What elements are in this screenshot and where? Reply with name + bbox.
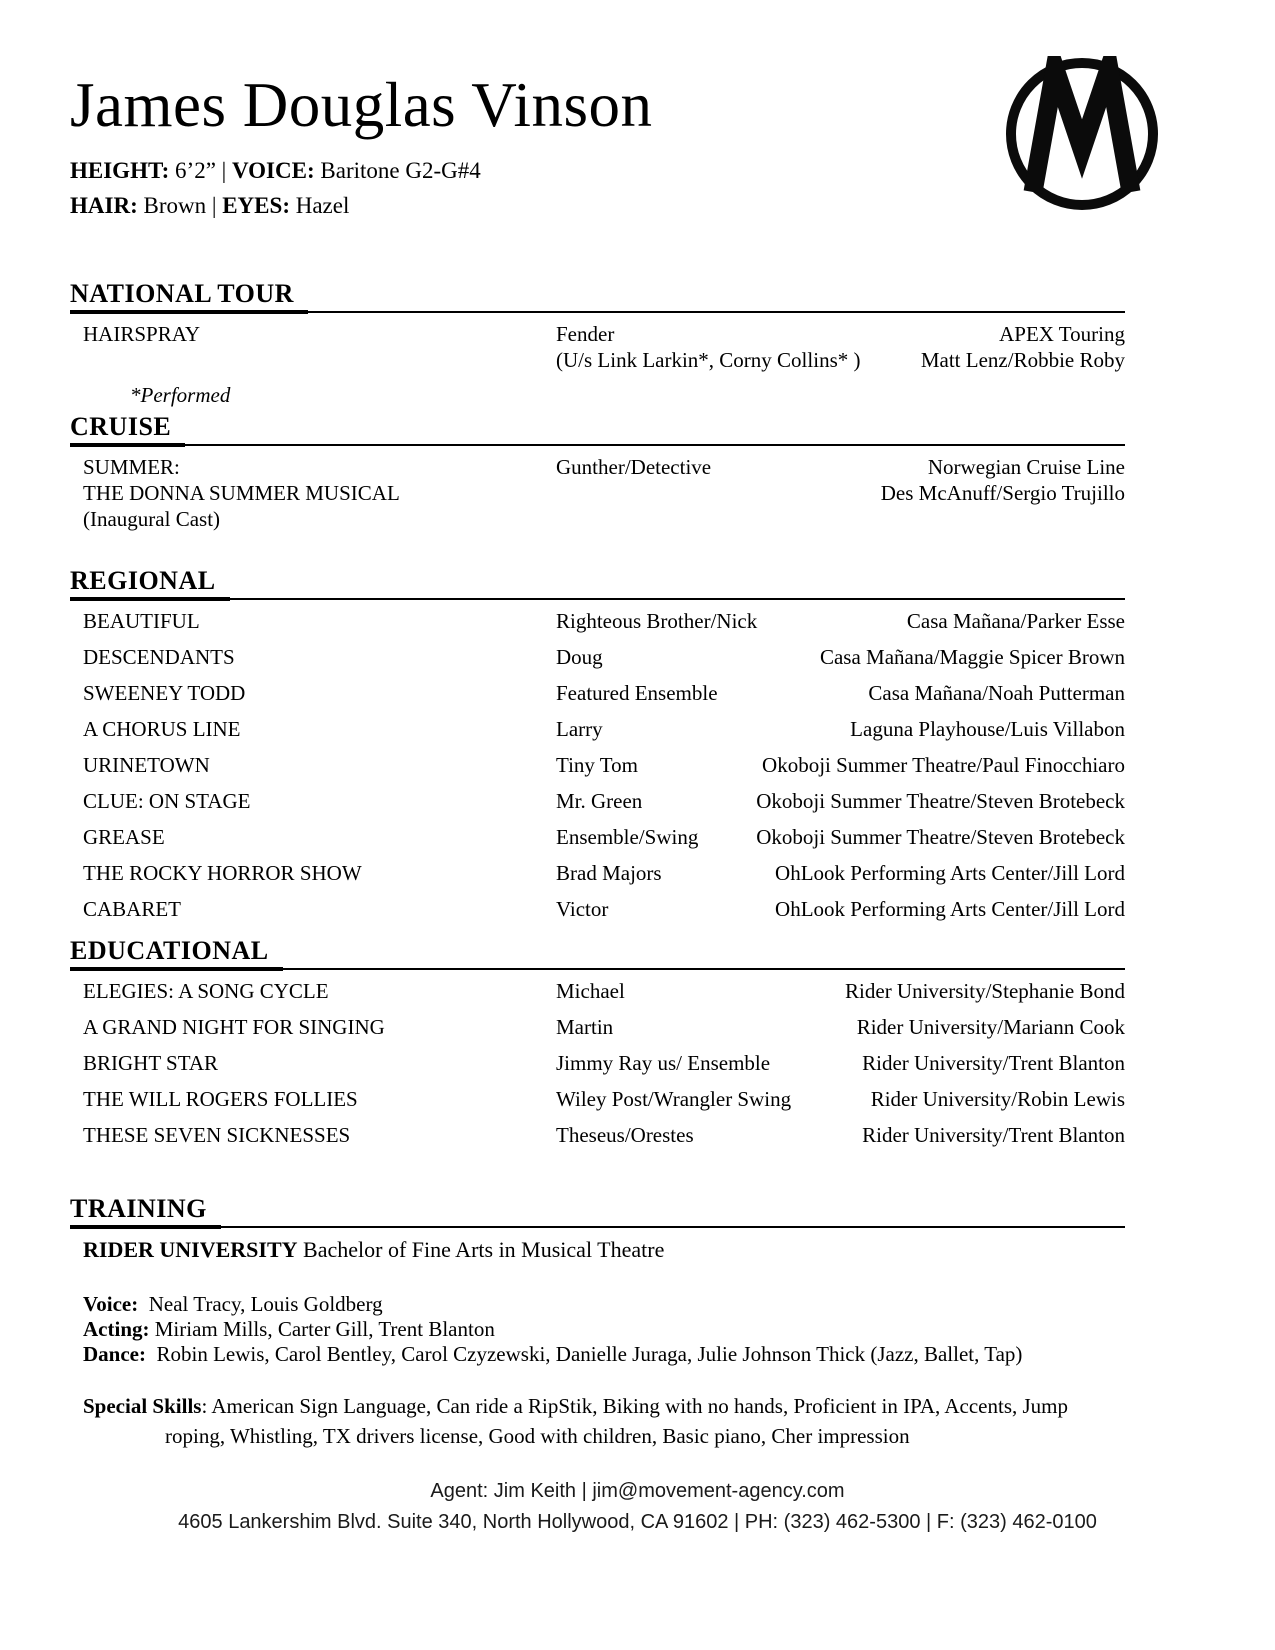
section-educational	[70, 936, 1125, 1148]
special-skills-label: Special Skills	[83, 1394, 202, 1418]
credit-role	[556, 644, 603, 670]
voice-value: Baritone G2-G#4	[320, 158, 481, 183]
role-line: Jimmy Ray us/ Ensemble	[556, 1051, 771, 1075]
credit-role	[556, 824, 698, 850]
credit-show	[70, 608, 556, 634]
university-name: RIDER UNIVERSITY	[83, 1237, 298, 1262]
credit-row	[70, 1122, 1125, 1148]
section-title: REGIONAL	[70, 566, 230, 601]
company-line: Casa Mañana/Noah Putterman	[868, 681, 1125, 705]
section-header	[70, 1194, 1125, 1229]
company-line: Rider University/Stephanie Bond	[845, 979, 1125, 1003]
credit-row	[70, 644, 1125, 670]
separator: |	[211, 193, 217, 218]
section-cruise	[70, 412, 1125, 532]
credit-company	[770, 1050, 1125, 1076]
credit-show	[70, 716, 556, 742]
section-rule	[283, 968, 1125, 970]
vital-stats	[70, 153, 1125, 223]
company-line: APEX Touring	[999, 322, 1125, 346]
credit-row	[70, 608, 1125, 634]
credit-company	[613, 1014, 1125, 1040]
eyes-value: Hazel	[295, 193, 350, 218]
credit-role	[556, 978, 625, 1004]
stats-line-1	[70, 153, 1125, 188]
show-line: A GRAND NIGHT FOR SINGING	[83, 1015, 385, 1039]
credit-show	[70, 644, 556, 670]
company-line: Casa Mañana/Parker Esse	[906, 609, 1125, 633]
separator: |	[221, 158, 227, 183]
special-skills-separator: :	[201, 1394, 212, 1418]
credit-row	[70, 1050, 1125, 1076]
section-header	[70, 412, 1125, 447]
faculty-row-dance	[83, 1342, 1125, 1367]
company-line: Casa Mañana/Maggie Spicer Brown	[819, 645, 1125, 669]
show-line: THE WILL ROGERS FOLLIES	[83, 1087, 358, 1111]
acting-training-label: Acting:	[83, 1317, 150, 1341]
credit-company	[638, 752, 1125, 778]
company-line: Laguna Playhouse/Luis Villabon	[850, 717, 1125, 741]
faculty-list	[70, 1292, 1125, 1367]
section-title: EDUCATIONAL	[70, 936, 283, 971]
section-title: NATIONAL TOUR	[70, 279, 308, 314]
role-line: Ensemble/Swing	[556, 825, 699, 849]
faculty-row-acting	[83, 1317, 1125, 1342]
role-line: Tiny Tom	[556, 753, 638, 777]
hair-value: Brown	[143, 193, 207, 218]
company-line: Rider University/Robin Lewis	[870, 1087, 1125, 1111]
credit-row	[70, 1014, 1125, 1040]
show-line: GREASE	[83, 825, 165, 849]
credit-role	[556, 1122, 694, 1148]
credit-row	[70, 824, 1125, 850]
credit-show	[70, 978, 556, 1004]
credit-company	[711, 454, 1125, 532]
credit-row	[70, 896, 1125, 922]
credits-sections	[70, 279, 1125, 1148]
eyes-label: EYES:	[222, 193, 296, 218]
faculty-row-voice	[83, 1292, 1125, 1317]
credit-company	[718, 680, 1125, 706]
credit-row	[70, 788, 1125, 814]
show-line: SWEENEY TODD	[83, 681, 246, 705]
role-line: Righteous Brother/Nick	[556, 609, 758, 633]
show-line: SUMMER:	[83, 455, 180, 479]
credit-company	[662, 860, 1125, 886]
credit-show	[70, 824, 556, 850]
credit-row	[70, 321, 1125, 373]
credit-company	[860, 321, 1125, 373]
credit-row	[70, 454, 1125, 532]
credit-show	[70, 680, 556, 706]
performed-note: *Performed	[130, 383, 231, 407]
voice-training-label: Voice:	[83, 1292, 139, 1316]
degree-line	[70, 1236, 1125, 1264]
credit-show	[70, 1050, 556, 1076]
show-line: THE ROCKY HORROR SHOW	[83, 861, 362, 885]
agent-contact-line: Agent: Jim Keith | jim@movement-agency.com	[430, 1480, 845, 1502]
company-line: Okoboji Summer Theatre/Steven Brotebeck	[756, 789, 1125, 813]
credit-role	[556, 896, 608, 922]
section-header	[70, 279, 1125, 314]
credit-company	[791, 1086, 1125, 1112]
credit-show	[70, 896, 556, 922]
company-line: Des McAnuff/Sergio Trujillo	[880, 481, 1125, 505]
company-line: Okoboji Summer Theatre/Paul Finocchiaro	[762, 753, 1125, 777]
show-line: A CHORUS LINE	[83, 717, 241, 741]
show-line: BEAUTIFUL	[83, 609, 200, 633]
agency-logo	[1002, 56, 1162, 212]
credit-role	[556, 608, 757, 634]
credit-row	[70, 716, 1125, 742]
section-rule	[221, 1226, 1125, 1228]
stats-line-2	[70, 188, 1125, 223]
credit-company	[608, 896, 1125, 922]
acting-training-value: Miriam Mills, Carter Gill, Trent Blanton	[154, 1317, 495, 1341]
credit-role	[556, 321, 860, 373]
credit-company	[603, 716, 1125, 742]
company-line: Okoboji Summer Theatre/Steven Brotebeck	[756, 825, 1125, 849]
credit-show	[70, 1014, 556, 1040]
show-line: DESCENDANTS	[83, 645, 235, 669]
credit-role	[556, 860, 662, 886]
credit-row	[70, 978, 1125, 1004]
company-line: Matt Lenz/Robbie Roby	[920, 348, 1125, 372]
show-line: CABARET	[83, 897, 182, 921]
company-line: OhLook Performing Arts Center/Jill Lord	[775, 897, 1125, 921]
role-line: Wiley Post/Wrangler Swing	[556, 1087, 792, 1111]
show-line: BRIGHT STAR	[83, 1051, 219, 1075]
credit-show	[70, 1086, 556, 1112]
credit-role	[556, 752, 638, 778]
role-line: Martin	[556, 1015, 614, 1039]
voice-label: VOICE:	[232, 158, 321, 183]
role-line: Larry	[556, 717, 603, 741]
credit-show	[70, 788, 556, 814]
section-header	[70, 936, 1125, 971]
company-line: Rider University/Trent Blanton	[862, 1123, 1125, 1147]
show-line: URINETOWN	[83, 753, 210, 777]
agency-footer	[0, 1476, 1275, 1538]
credit-show	[70, 321, 556, 373]
dance-training-label: Dance:	[83, 1342, 146, 1366]
show-line: ELEGIES: A SONG CYCLE	[83, 979, 329, 1003]
credit-company	[698, 824, 1125, 850]
credit-company	[603, 644, 1125, 670]
credit-role	[556, 1014, 613, 1040]
role-line: Michael	[556, 979, 625, 1003]
show-line: THE DONNA SUMMER MUSICAL	[83, 481, 400, 505]
special-skills-value: American Sign Language, Can ride a RipStik, Biking with no hands, Proficient in IPA, Accents, Jump roping, Whistling, TX drivers license, Good with children, Basic piano, Cher impression	[165, 1394, 1069, 1448]
credit-row	[70, 860, 1125, 886]
section-regional	[70, 566, 1125, 922]
section-training	[70, 1194, 1125, 1451]
role-line: Fender	[556, 322, 615, 346]
role-line: Mr. Green	[556, 789, 643, 813]
show-line: HAIRSPRAY	[83, 322, 201, 346]
role-line: Brad Majors	[556, 861, 662, 885]
credit-show	[70, 454, 556, 532]
role-line: (U/s Link Larkin*, Corny Collins* )	[556, 348, 861, 372]
credit-role	[556, 680, 718, 706]
credit-row	[70, 1086, 1125, 1112]
credit-company	[625, 978, 1125, 1004]
company-line: OhLook Performing Arts Center/Jill Lord	[775, 861, 1125, 885]
section-rule	[308, 311, 1125, 313]
voice-training-value: Neal Tracy, Louis Goldberg	[148, 1292, 383, 1316]
hair-label: HAIR:	[70, 193, 144, 218]
role-line: Theseus/Orestes	[556, 1123, 694, 1147]
height-label: HEIGHT:	[70, 158, 176, 183]
section-header	[70, 566, 1125, 601]
credit-role	[556, 716, 603, 742]
show-line: (Inaugural Cast)	[83, 507, 221, 531]
show-line: THESE SEVEN SICKNESSES	[83, 1123, 351, 1147]
credit-company	[757, 608, 1125, 634]
credit-row	[70, 680, 1125, 706]
special-skills	[70, 1391, 1125, 1451]
credit-role	[556, 1050, 770, 1076]
agency-address-line: 4605 Lankershim Blvd. Suite 340, North Hollywood, CA 91602 | PH: (323) 462-5300 | F: (323) 462-0100	[178, 1511, 1097, 1533]
section-rule	[185, 444, 1125, 446]
role-line: Featured Ensemble	[556, 681, 718, 705]
credit-role	[556, 788, 642, 814]
credit-role	[556, 454, 711, 532]
section-title: TRAINING	[70, 1194, 221, 1229]
credit-company	[694, 1122, 1125, 1148]
degree-name: Bachelor of Fine Arts in Musical Theatre	[303, 1237, 665, 1262]
role-line: Victor	[556, 897, 609, 921]
section-rule	[230, 598, 1125, 600]
show-line: CLUE: ON STAGE	[83, 789, 251, 813]
company-line: Norwegian Cruise Line	[927, 455, 1125, 479]
company-line: Rider University/Mariann Cook	[856, 1015, 1125, 1039]
m-circle-icon	[1002, 56, 1162, 212]
section-title: CRUISE	[70, 412, 185, 447]
credit-role	[556, 1086, 791, 1112]
dance-training-value: Robin Lewis, Carol Bentley, Carol Czyzewski, Danielle Juraga, Julie Johnson Thick (Jazz, Ballet, Tap)	[156, 1342, 1023, 1366]
credit-row	[70, 752, 1125, 778]
section-national-tour	[70, 279, 1125, 408]
credit-show	[70, 752, 556, 778]
credit-company	[642, 788, 1125, 814]
role-line: Doug	[556, 645, 603, 669]
credit-show	[70, 860, 556, 886]
company-line: Rider University/Trent Blanton	[862, 1051, 1125, 1075]
performer-name: James Douglas Vinson	[70, 70, 653, 140]
role-line: Gunther/Detective	[556, 455, 712, 479]
height-value: 6’2”	[175, 158, 216, 183]
credit-show	[70, 1122, 556, 1148]
